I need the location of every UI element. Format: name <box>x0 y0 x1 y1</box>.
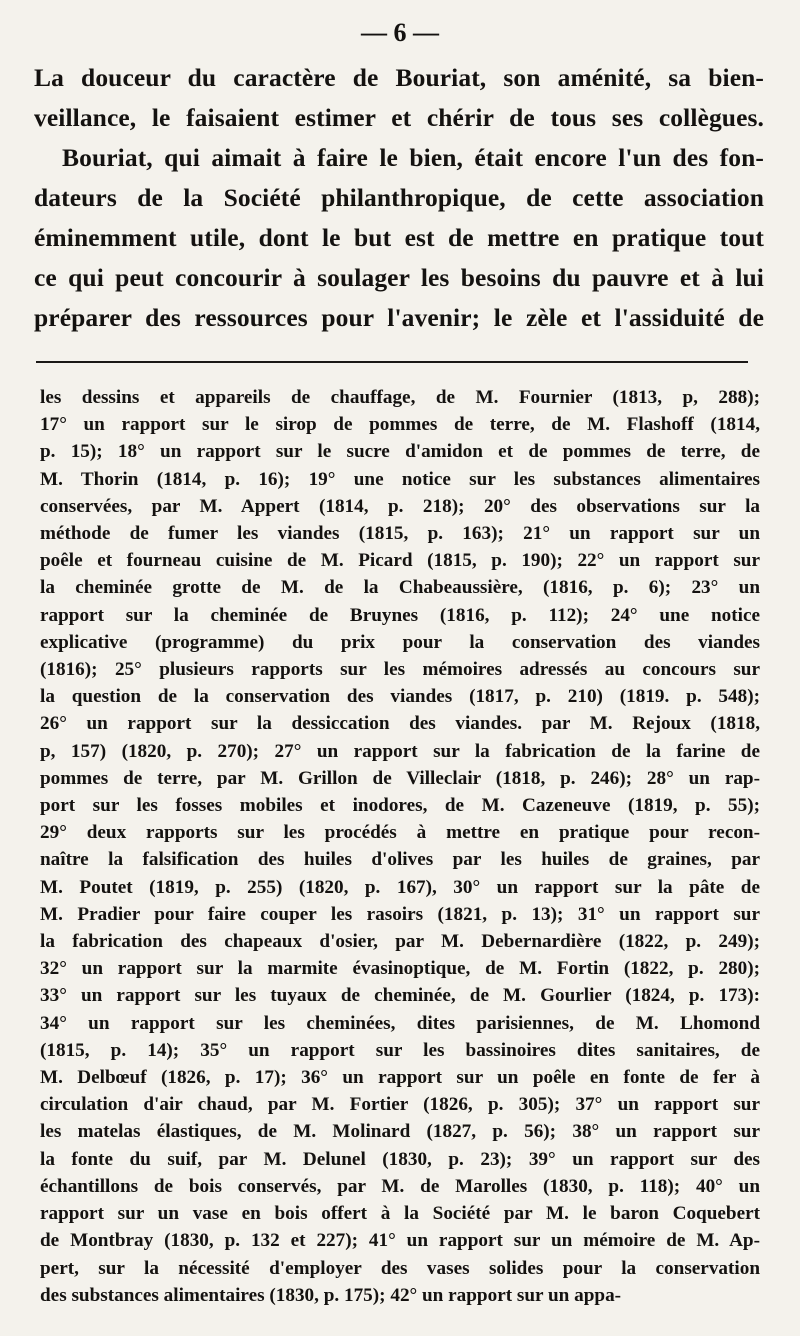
footnote-line: circulation d'air chaud, par M. Fortier (1826, p. 305); 37° un rapport sur <box>40 1094 760 1116</box>
footnote-line: de Montbray (1830, p. 132 et 227); 41° un rapport sur un mémoire de M. Ap- <box>40 1230 760 1252</box>
main-line: ce qui peut concourir à soulager les besoins du pauvre et à lui <box>34 263 764 292</box>
footnote-block <box>40 384 760 1309</box>
footnote-line: naître la falsification des huiles d'olives par les huiles de graines, par <box>40 849 760 871</box>
footnote-line: 29° deux rapports sur les procédés à mettre en pratique pour recon- <box>40 822 760 844</box>
main-paragraph <box>34 58 764 338</box>
main-line: Bouriat, qui aimait à faire le bien, était encore l'un des fon- <box>62 143 764 172</box>
main-line: veillance, le faisaient estimer et chérir de tous ses collègues. <box>34 103 764 132</box>
footnote-line: rapport sur un vase en bois offert à la Société par M. le baron Coquebert <box>40 1203 760 1225</box>
footnote-line: méthode de fumer les viandes (1815, p. 163); 21° un rapport sur un <box>40 523 760 545</box>
footnote-line: la cheminée grotte de M. de la Chabeaussière, (1816, p. 6); 23° un <box>40 577 760 599</box>
footnote-line: des substances alimentaires (1830, p. 175); 42° un rapport sur un appa- <box>40 1284 622 1306</box>
footnote-line: (1815, p. 14); 35° un rapport sur les bassinoires dites sanitaires, de <box>40 1039 760 1061</box>
footnote-line: p. 15); 18° un rapport sur le sucre d'amidon et de pommes de terre, de <box>40 441 760 463</box>
footnote-line: M. Thorin (1814, p. 16); 19° une notice sur les substances alimentaires <box>40 468 760 490</box>
page-number: — 6 — <box>361 18 439 47</box>
footnote-line: port sur les fosses mobiles et inodores, de M. Cazeneuve (1819, p. 55); <box>40 795 760 817</box>
footnote-line: 17° un rapport sur le sirop de pommes de terre, de M. Flashoff (1814, <box>40 414 760 436</box>
main-line: La douceur du caractère de Bouriat, son aménité, sa bien- <box>34 63 764 92</box>
footnote-line: M. Pradier pour faire couper les rasoirs (1821, p. 13); 31° un rapport sur <box>40 903 760 925</box>
footnote-line: la question de la conservation des viandes (1817, p. 210) (1819. p. 548); <box>40 686 760 708</box>
footnote-line: (1816); 25° plusieurs rapports sur les mémoires adressés au concours sur <box>40 659 760 681</box>
footnote-line: conservées, par M. Appert (1814, p. 218); 20° des observations sur la <box>40 495 760 517</box>
footnote-line: explicative (programme) du prix pour la conservation des viandes <box>40 631 760 653</box>
footnote-divider <box>36 361 748 363</box>
footnote-line: les dessins et appareils de chauffage, de M. Fournier (1813, p, 288); <box>40 387 760 408</box>
footnote-line: échantillons de bois conservés, par M. de Marolles (1830, p. 118); 40° un <box>40 1175 760 1197</box>
footnote-line: M. Delbœuf (1826, p. 17); 36° un rapport sur un poêle en fonte de fer à <box>40 1067 760 1089</box>
footnote-line: p, 157) (1820, p. 270); 27° un rapport sur la fabrication de la farine de <box>40 740 760 762</box>
footnote-line: pommes de terre, par M. Grillon de Villeclair (1818, p. 246); 28° un rap- <box>40 767 760 789</box>
main-line: éminemment utile, dont le but est de mettre en pratique tout <box>34 223 764 252</box>
footnote-line: rapport sur la cheminée de Bruynes (1816, p. 112); 24° une notice <box>40 604 760 626</box>
footnote-line: la fonte du suif, par M. Delunel (1830, p. 23); 39° un rapport sur des <box>40 1148 760 1170</box>
footnote-line: poêle et fourneau cuisine de M. Picard (1815, p. 190); 22° un rapport sur <box>40 550 760 572</box>
footnote-line: pert, sur la nécessité d'employer des vases solides pour la conservation <box>40 1257 760 1279</box>
footnote-line: la fabrication des chapeaux d'osier, par M. Debernardière (1822, p. 249); <box>40 931 760 953</box>
footnote-line: les matelas élastiques, de M. Molinard (1827, p. 56); 38° un rapport sur <box>40 1121 760 1143</box>
footnote-line: 26° un rapport sur la dessiccation des viandes. par M. Rejoux (1818, <box>40 713 760 735</box>
footnote-line: 34° un rapport sur les cheminées, dites parisiennes, de M. Lhomond <box>40 1012 760 1034</box>
footnote-line: M. Poutet (1819, p. 255) (1820, p. 167), 30° un rapport sur la pâte de <box>40 876 760 898</box>
footnote-line: 33° un rapport sur les tuyaux de cheminée, de M. Gourlier (1824, p. 173): <box>40 985 760 1007</box>
main-line: dateurs de la Société philanthropique, de cette association <box>34 183 764 212</box>
footnote-line: 32° un rapport sur la marmite évasinoptique, de M. Fortin (1822, p. 280); <box>40 958 760 980</box>
main-line: préparer des ressources pour l'avenir; le zèle et l'assiduité de <box>34 303 764 332</box>
